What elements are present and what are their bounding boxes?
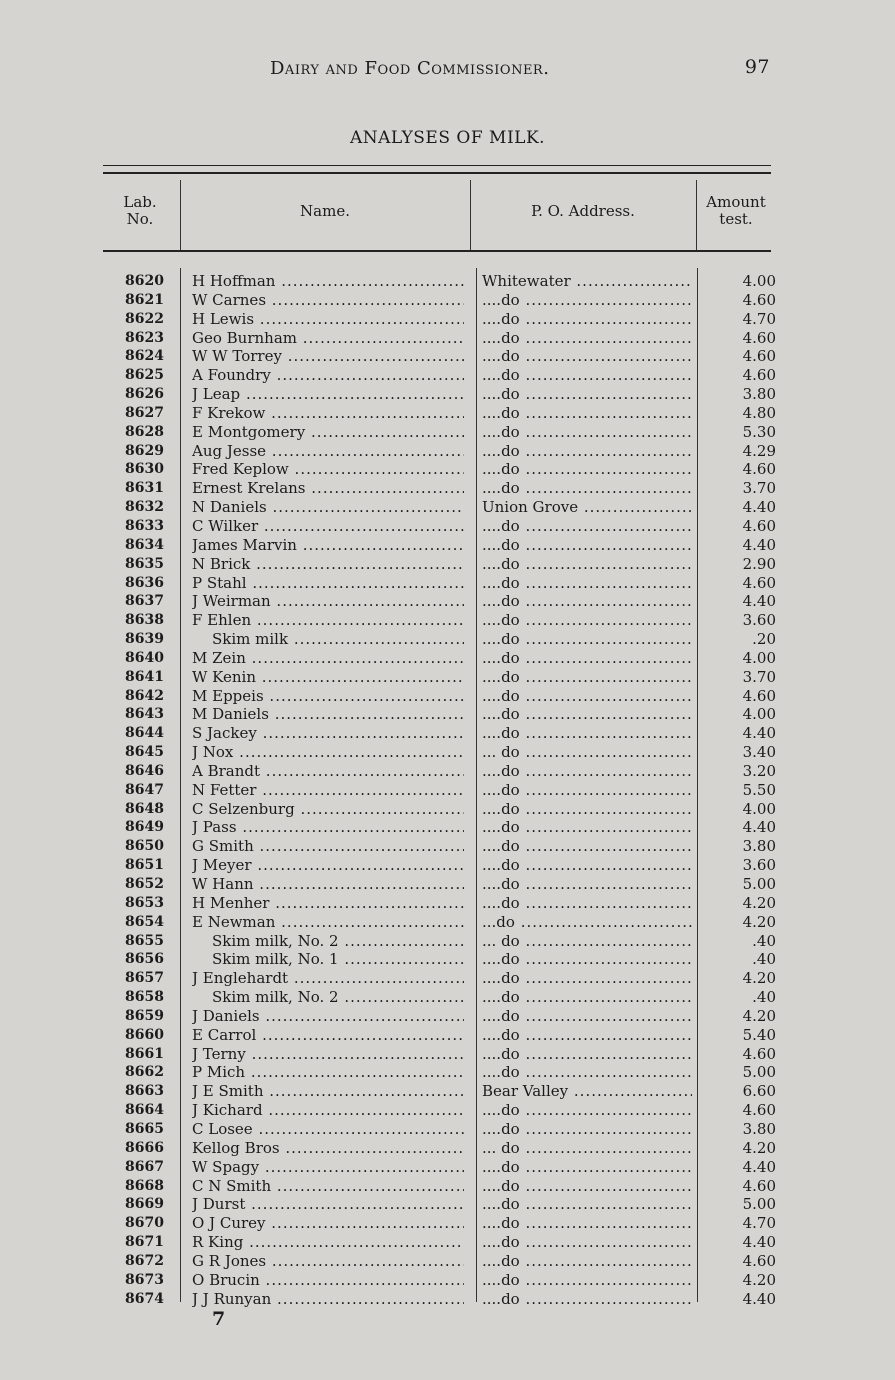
- po-address: ....do .....: [482, 1045, 692, 1063]
- po-address: ... do .....: [482, 1139, 692, 1157]
- sample-name: R King .....: [192, 1233, 464, 1251]
- amount-test: 3.20: [742, 761, 776, 780]
- table-row: [0, 630, 895, 649]
- table-row: [0, 1139, 895, 1158]
- lab-number: 8625: [125, 367, 164, 384]
- table-row: [0, 856, 895, 875]
- lab-number: 8658: [125, 989, 164, 1006]
- amount-test: 4.70: [742, 1214, 776, 1233]
- sample-name: J Leap .....: [192, 385, 464, 403]
- sample-name: J Pass .....: [192, 818, 464, 836]
- po-address: ....do .....: [482, 479, 692, 497]
- lab-number: 8644: [125, 725, 164, 742]
- lab-number: 8632: [125, 499, 164, 516]
- amount-test: 4.60: [742, 1044, 776, 1063]
- table-row: [0, 423, 895, 442]
- po-address: ....do .....: [482, 1007, 692, 1025]
- table-row: [0, 404, 895, 423]
- sample-name: Skim milk, No. 1 .....: [192, 950, 464, 968]
- lab-number: 8621: [125, 291, 164, 308]
- po-address: ....do .....: [482, 366, 692, 384]
- amount-test: 4.20: [742, 1270, 776, 1289]
- amount-test: 3.40: [742, 743, 776, 762]
- amount-test: 5.00: [742, 1195, 776, 1214]
- amount-test: 4.20: [742, 912, 776, 931]
- amount-test: 4.40: [742, 1233, 776, 1252]
- amount-test: 4.60: [742, 516, 776, 535]
- sample-name: J Nox .....: [192, 743, 464, 761]
- sample-name: W Spagy .....: [192, 1158, 464, 1176]
- po-address: ....do .....: [482, 555, 692, 573]
- po-address: ....do .....: [482, 1290, 692, 1308]
- lab-number: 8636: [125, 574, 164, 591]
- po-address: ....do .....: [482, 1063, 692, 1081]
- po-address: ... do .....: [482, 932, 692, 950]
- amount-test: 4.00: [742, 705, 776, 724]
- sample-name: G R Jones .....: [192, 1252, 464, 1270]
- po-address: ....do .....: [482, 875, 692, 893]
- po-address: ....do .....: [482, 329, 692, 347]
- sample-name: F Ehlen .....: [192, 611, 464, 629]
- sample-name: A Foundry .....: [192, 366, 464, 384]
- sample-name: Kellog Bros .....: [192, 1139, 464, 1157]
- po-address: ....do .....: [482, 1158, 692, 1176]
- sample-name: N Daniels .....: [192, 498, 464, 516]
- po-address: ....do .....: [482, 517, 692, 535]
- lab-number: 8671: [125, 1234, 164, 1251]
- table-row: [0, 1045, 895, 1064]
- table-row: [0, 310, 895, 329]
- table-row: [0, 1195, 895, 1214]
- amount-test: 4.60: [742, 686, 776, 705]
- sample-name: E Newman .....: [192, 913, 464, 931]
- lab-number: 8639: [125, 631, 164, 648]
- table-row: [0, 498, 895, 517]
- sample-name: W Carnes .....: [192, 291, 464, 309]
- po-address: ....do .....: [482, 687, 692, 705]
- column-header-amount: Amount test.: [706, 193, 766, 228]
- amount-test: 3.70: [742, 479, 776, 498]
- lab-number: 8665: [125, 1120, 164, 1137]
- amount-test: 5.00: [742, 875, 776, 893]
- sample-name: G Smith .....: [192, 837, 464, 855]
- po-address: ....do .....: [482, 310, 692, 328]
- amount-test: 2.90: [742, 554, 776, 573]
- lab-number: 8637: [125, 593, 164, 610]
- lab-number: 8635: [125, 555, 164, 572]
- table-row: [0, 347, 895, 366]
- po-address: ....do .....: [482, 781, 692, 799]
- table-row: [0, 932, 895, 951]
- table-row: [0, 668, 895, 687]
- table-row: [0, 442, 895, 461]
- sample-name: C Selzenburg .....: [192, 800, 464, 818]
- table-row: [0, 1233, 895, 1252]
- table-row: [0, 1290, 895, 1309]
- amount-test: 4.40: [742, 818, 776, 837]
- lab-number: 8643: [125, 706, 164, 723]
- amount-test: .20: [752, 630, 776, 649]
- table-row: [0, 837, 895, 856]
- amount-test: 4.40: [742, 535, 776, 554]
- po-address: ....do .....: [482, 705, 692, 723]
- po-address: ....do .....: [482, 800, 692, 818]
- lab-number: 8638: [125, 612, 164, 629]
- sample-name: M Eppeis .....: [192, 687, 464, 705]
- po-address: ....do .....: [482, 611, 692, 629]
- po-address: ....do .....: [482, 1177, 692, 1195]
- table-row: [0, 818, 895, 837]
- table-row: [0, 1007, 895, 1026]
- amount-test: 4.60: [742, 1101, 776, 1120]
- milk-analysis-table: [0, 272, 895, 1308]
- table-row: [0, 950, 895, 969]
- po-address: Union Grove .....: [482, 498, 692, 516]
- sample-name: O Brucin .....: [192, 1271, 464, 1289]
- sample-name: J Daniels .....: [192, 1007, 464, 1025]
- lab-number: 8657: [125, 970, 164, 987]
- table-row: [0, 555, 895, 574]
- sample-name: James Marvin .....: [192, 536, 464, 554]
- table-row: [0, 517, 895, 536]
- sample-name: N Brick .....: [192, 555, 464, 573]
- sample-name: J Terny .....: [192, 1045, 464, 1063]
- column-header-address: P. O. Address.: [531, 202, 635, 220]
- po-address: ....do .....: [482, 1233, 692, 1251]
- sample-name: Ernest Krelans .....: [192, 479, 464, 497]
- lab-number: 8648: [125, 800, 164, 817]
- column-divider: [180, 180, 181, 250]
- po-address: ....do .....: [482, 1214, 692, 1232]
- po-address: ....do .....: [482, 950, 692, 968]
- lab-number: 8650: [125, 838, 164, 855]
- section-title: ANALYSES OF MILK.: [349, 128, 546, 148]
- lab-number: 8631: [125, 480, 164, 497]
- lab-number: 8670: [125, 1215, 164, 1232]
- sample-name: H Hoffman .....: [192, 272, 464, 290]
- lab-number: 8673: [125, 1271, 164, 1288]
- po-address: ....do .....: [482, 1252, 692, 1270]
- table-row: [0, 460, 895, 479]
- amount-test: 4.20: [742, 969, 776, 988]
- po-address: ....do .....: [482, 724, 692, 742]
- lab-number: 8661: [125, 1045, 164, 1062]
- amount-test: 4.40: [742, 1157, 776, 1176]
- po-address: ....do .....: [482, 442, 692, 460]
- lab-number: 8623: [125, 329, 164, 346]
- po-address: ....do .....: [482, 856, 692, 874]
- lab-number: 8645: [125, 744, 164, 761]
- lab-number: 8669: [125, 1196, 164, 1213]
- sample-name: F Krekow .....: [192, 404, 464, 422]
- amount-test: 3.80: [742, 1119, 776, 1138]
- po-address: Bear Valley .....: [482, 1082, 692, 1100]
- table-row: [0, 988, 895, 1007]
- sample-name: W Kenin .....: [192, 668, 464, 686]
- table-row: [0, 385, 895, 404]
- lab-number: 8656: [125, 951, 164, 968]
- amount-test: 4.70: [742, 309, 776, 328]
- amount-test: 4.29: [742, 441, 776, 460]
- amount-test: 4.60: [742, 328, 776, 347]
- lab-number: 8640: [125, 649, 164, 666]
- amount-test: 3.80: [742, 837, 776, 856]
- sample-name: C Losee .....: [192, 1120, 464, 1138]
- column-header-name: Name.: [300, 202, 350, 220]
- table-row: [0, 743, 895, 762]
- amount-test: 6.60: [742, 1082, 776, 1101]
- sample-name: Aug Jesse .....: [192, 442, 464, 460]
- amount-test: 3.60: [742, 611, 776, 630]
- lab-number: 8655: [125, 932, 164, 949]
- table-row: [0, 1063, 895, 1082]
- table-row: [0, 894, 895, 913]
- amount-test: 4.40: [742, 724, 776, 743]
- table-row: [0, 969, 895, 988]
- sample-name: J Weirman .....: [192, 592, 464, 610]
- table-row: [0, 1158, 895, 1177]
- table-row: [0, 536, 895, 555]
- po-address: ....do .....: [482, 1026, 692, 1044]
- table-row: [0, 875, 895, 894]
- po-address: ....do .....: [482, 988, 692, 1006]
- lab-number: 8674: [125, 1290, 164, 1307]
- amount-test: 4.60: [742, 460, 776, 479]
- amount-test: 4.00: [742, 272, 776, 290]
- lab-number: 8664: [125, 1102, 164, 1119]
- po-address: ...do .....: [482, 913, 692, 931]
- po-address: ....do .....: [482, 536, 692, 554]
- table-row: [0, 1026, 895, 1045]
- sample-name: W W Torrey .....: [192, 347, 464, 365]
- amount-test: 5.30: [742, 422, 776, 441]
- po-address: ....do .....: [482, 460, 692, 478]
- sample-name: N Fetter .....: [192, 781, 464, 799]
- lab-number: 8672: [125, 1252, 164, 1269]
- po-address: ....do .....: [482, 1101, 692, 1119]
- sample-name: A Brandt .....: [192, 762, 464, 780]
- amount-test: 3.60: [742, 856, 776, 875]
- sample-name: Skim milk, No. 2 .....: [192, 932, 464, 950]
- sample-name: C N Smith .....: [192, 1177, 464, 1195]
- table-row: [0, 649, 895, 668]
- sample-name: W Hann .....: [192, 875, 464, 893]
- sample-name: C Wilker .....: [192, 517, 464, 535]
- sample-name: E Carrol .....: [192, 1026, 464, 1044]
- sample-name: M Daniels .....: [192, 705, 464, 723]
- sample-name: Fred Keplow .....: [192, 460, 464, 478]
- table-row: [0, 291, 895, 310]
- sample-name: J J Runyan .....: [192, 1290, 464, 1308]
- lab-number: 8620: [125, 273, 164, 289]
- po-address: ... do .....: [482, 743, 692, 761]
- po-address: ....do .....: [482, 668, 692, 686]
- table-row: [0, 611, 895, 630]
- column-divider: [470, 180, 471, 250]
- lab-number: 8622: [125, 310, 164, 327]
- header-bottom-rule: [103, 250, 771, 252]
- sample-name: M Zein .....: [192, 649, 464, 667]
- amount-test: 4.00: [742, 648, 776, 667]
- amount-test: 5.40: [742, 1025, 776, 1044]
- lab-number: 8634: [125, 536, 164, 553]
- column-header-lab-no: Lab. No.: [123, 193, 157, 228]
- lab-number: 8641: [125, 668, 164, 685]
- signature-mark: 7: [212, 1308, 226, 1330]
- lab-number: 8652: [125, 876, 164, 892]
- table-row: [0, 687, 895, 706]
- lab-number: 8660: [125, 1026, 164, 1043]
- table-row: [0, 1271, 895, 1290]
- amount-test: 5.50: [742, 780, 776, 799]
- amount-test: 4.60: [742, 573, 776, 592]
- lab-number: 8659: [125, 1007, 164, 1024]
- table-row: [0, 1177, 895, 1196]
- lab-number: 8626: [125, 386, 164, 403]
- amount-test: 4.20: [742, 1138, 776, 1157]
- table-row: [0, 592, 895, 611]
- table-row: [0, 272, 895, 291]
- amount-test: 4.60: [742, 1251, 776, 1270]
- sample-name: J Kichard .....: [192, 1101, 464, 1119]
- running-head: [270, 58, 790, 86]
- lab-number: 8649: [125, 819, 164, 836]
- po-address: ....do .....: [482, 404, 692, 422]
- amount-test: 4.60: [742, 366, 776, 385]
- lab-number: 8627: [125, 404, 164, 421]
- po-address: ....do .....: [482, 574, 692, 592]
- amount-test: .40: [752, 950, 776, 969]
- lab-number: 8630: [125, 461, 164, 478]
- table-row: [0, 479, 895, 498]
- lab-number: 8633: [125, 517, 164, 534]
- table-row: [0, 1120, 895, 1139]
- sample-name: E Montgomery .....: [192, 423, 464, 441]
- sample-name: P Mich .....: [192, 1063, 464, 1081]
- table-row: [0, 781, 895, 800]
- sample-name: P Stahl .....: [192, 574, 464, 592]
- lab-number: 8646: [125, 762, 164, 779]
- sample-name: J E Smith .....: [192, 1082, 464, 1100]
- running-title: Dairy and Food Commissioner.: [270, 58, 550, 79]
- amount-test: 4.20: [742, 1006, 776, 1025]
- amount-test: 4.40: [742, 592, 776, 611]
- table-row: [0, 574, 895, 593]
- table-row: [0, 1082, 895, 1101]
- po-address: ....do .....: [482, 1120, 692, 1138]
- lab-number: 8651: [125, 857, 164, 874]
- table-row: [0, 705, 895, 724]
- table-row: [0, 1252, 895, 1271]
- sample-name: Geo Burnham .....: [192, 329, 464, 347]
- lab-number: 8642: [125, 687, 164, 704]
- lab-number: 8668: [125, 1177, 164, 1194]
- table-row: [0, 1214, 895, 1233]
- po-address: ....do .....: [482, 1271, 692, 1289]
- amount-test: 4.20: [742, 893, 776, 912]
- amount-test: 4.60: [742, 290, 776, 309]
- po-address: ....do .....: [482, 1195, 692, 1213]
- lab-number: 8662: [125, 1064, 164, 1081]
- sample-name: O J Curey .....: [192, 1214, 464, 1232]
- amount-test: 4.80: [742, 403, 776, 422]
- sample-name: S Jackey .....: [192, 724, 464, 742]
- po-address: ....do .....: [482, 291, 692, 309]
- amount-test: 5.00: [742, 1063, 776, 1082]
- lab-number: 8666: [125, 1139, 164, 1156]
- table-row: [0, 366, 895, 385]
- po-address: ....do .....: [482, 592, 692, 610]
- po-address: ....do .....: [482, 762, 692, 780]
- table-top-rule: [103, 165, 771, 174]
- page-number: 97: [744, 56, 770, 78]
- amount-test: 4.60: [742, 1176, 776, 1195]
- amount-test: .40: [752, 988, 776, 1007]
- table-row: [0, 1101, 895, 1120]
- amount-test: 3.70: [742, 667, 776, 686]
- sample-name: J Durst .....: [192, 1195, 464, 1213]
- po-address: ....do .....: [482, 630, 692, 648]
- po-address: ....do .....: [482, 969, 692, 987]
- po-address: ....do .....: [482, 837, 692, 855]
- sample-name: Skim milk .....: [192, 630, 464, 648]
- sample-name: Skim milk, No. 2 .....: [192, 988, 464, 1006]
- amount-test: 4.40: [742, 1289, 776, 1308]
- table-row: [0, 762, 895, 781]
- lab-number: 8629: [125, 442, 164, 459]
- lab-number: 8653: [125, 894, 164, 911]
- po-address: ....do .....: [482, 818, 692, 836]
- sample-name: J Englehardt .....: [192, 969, 464, 987]
- table-row: [0, 913, 895, 932]
- column-divider: [696, 180, 697, 250]
- po-address: ....do .....: [482, 423, 692, 441]
- table-row: [0, 329, 895, 348]
- lab-number: 8647: [125, 781, 164, 798]
- amount-test: 3.80: [742, 385, 776, 404]
- po-address: ....do .....: [482, 347, 692, 365]
- amount-test: .40: [752, 931, 776, 950]
- sample-name: J Meyer .....: [192, 856, 464, 874]
- amount-test: 4.60: [742, 347, 776, 366]
- lab-number: 8663: [125, 1083, 164, 1100]
- amount-test: 4.00: [742, 799, 776, 818]
- sample-name: H Menher .....: [192, 894, 464, 912]
- lab-number: 8628: [125, 423, 164, 440]
- lab-number: 8654: [125, 913, 164, 930]
- amount-test: 4.40: [742, 498, 776, 517]
- po-address: ....do .....: [482, 649, 692, 667]
- po-address: ....do .....: [482, 385, 692, 403]
- table-row: [0, 800, 895, 819]
- sample-name: H Lewis .....: [192, 310, 464, 328]
- table-row: [0, 724, 895, 743]
- lab-number: 8667: [125, 1158, 164, 1175]
- po-address: Whitewater .....: [482, 272, 692, 290]
- po-address: ....do .....: [482, 894, 692, 912]
- lab-number: 8624: [125, 348, 164, 365]
